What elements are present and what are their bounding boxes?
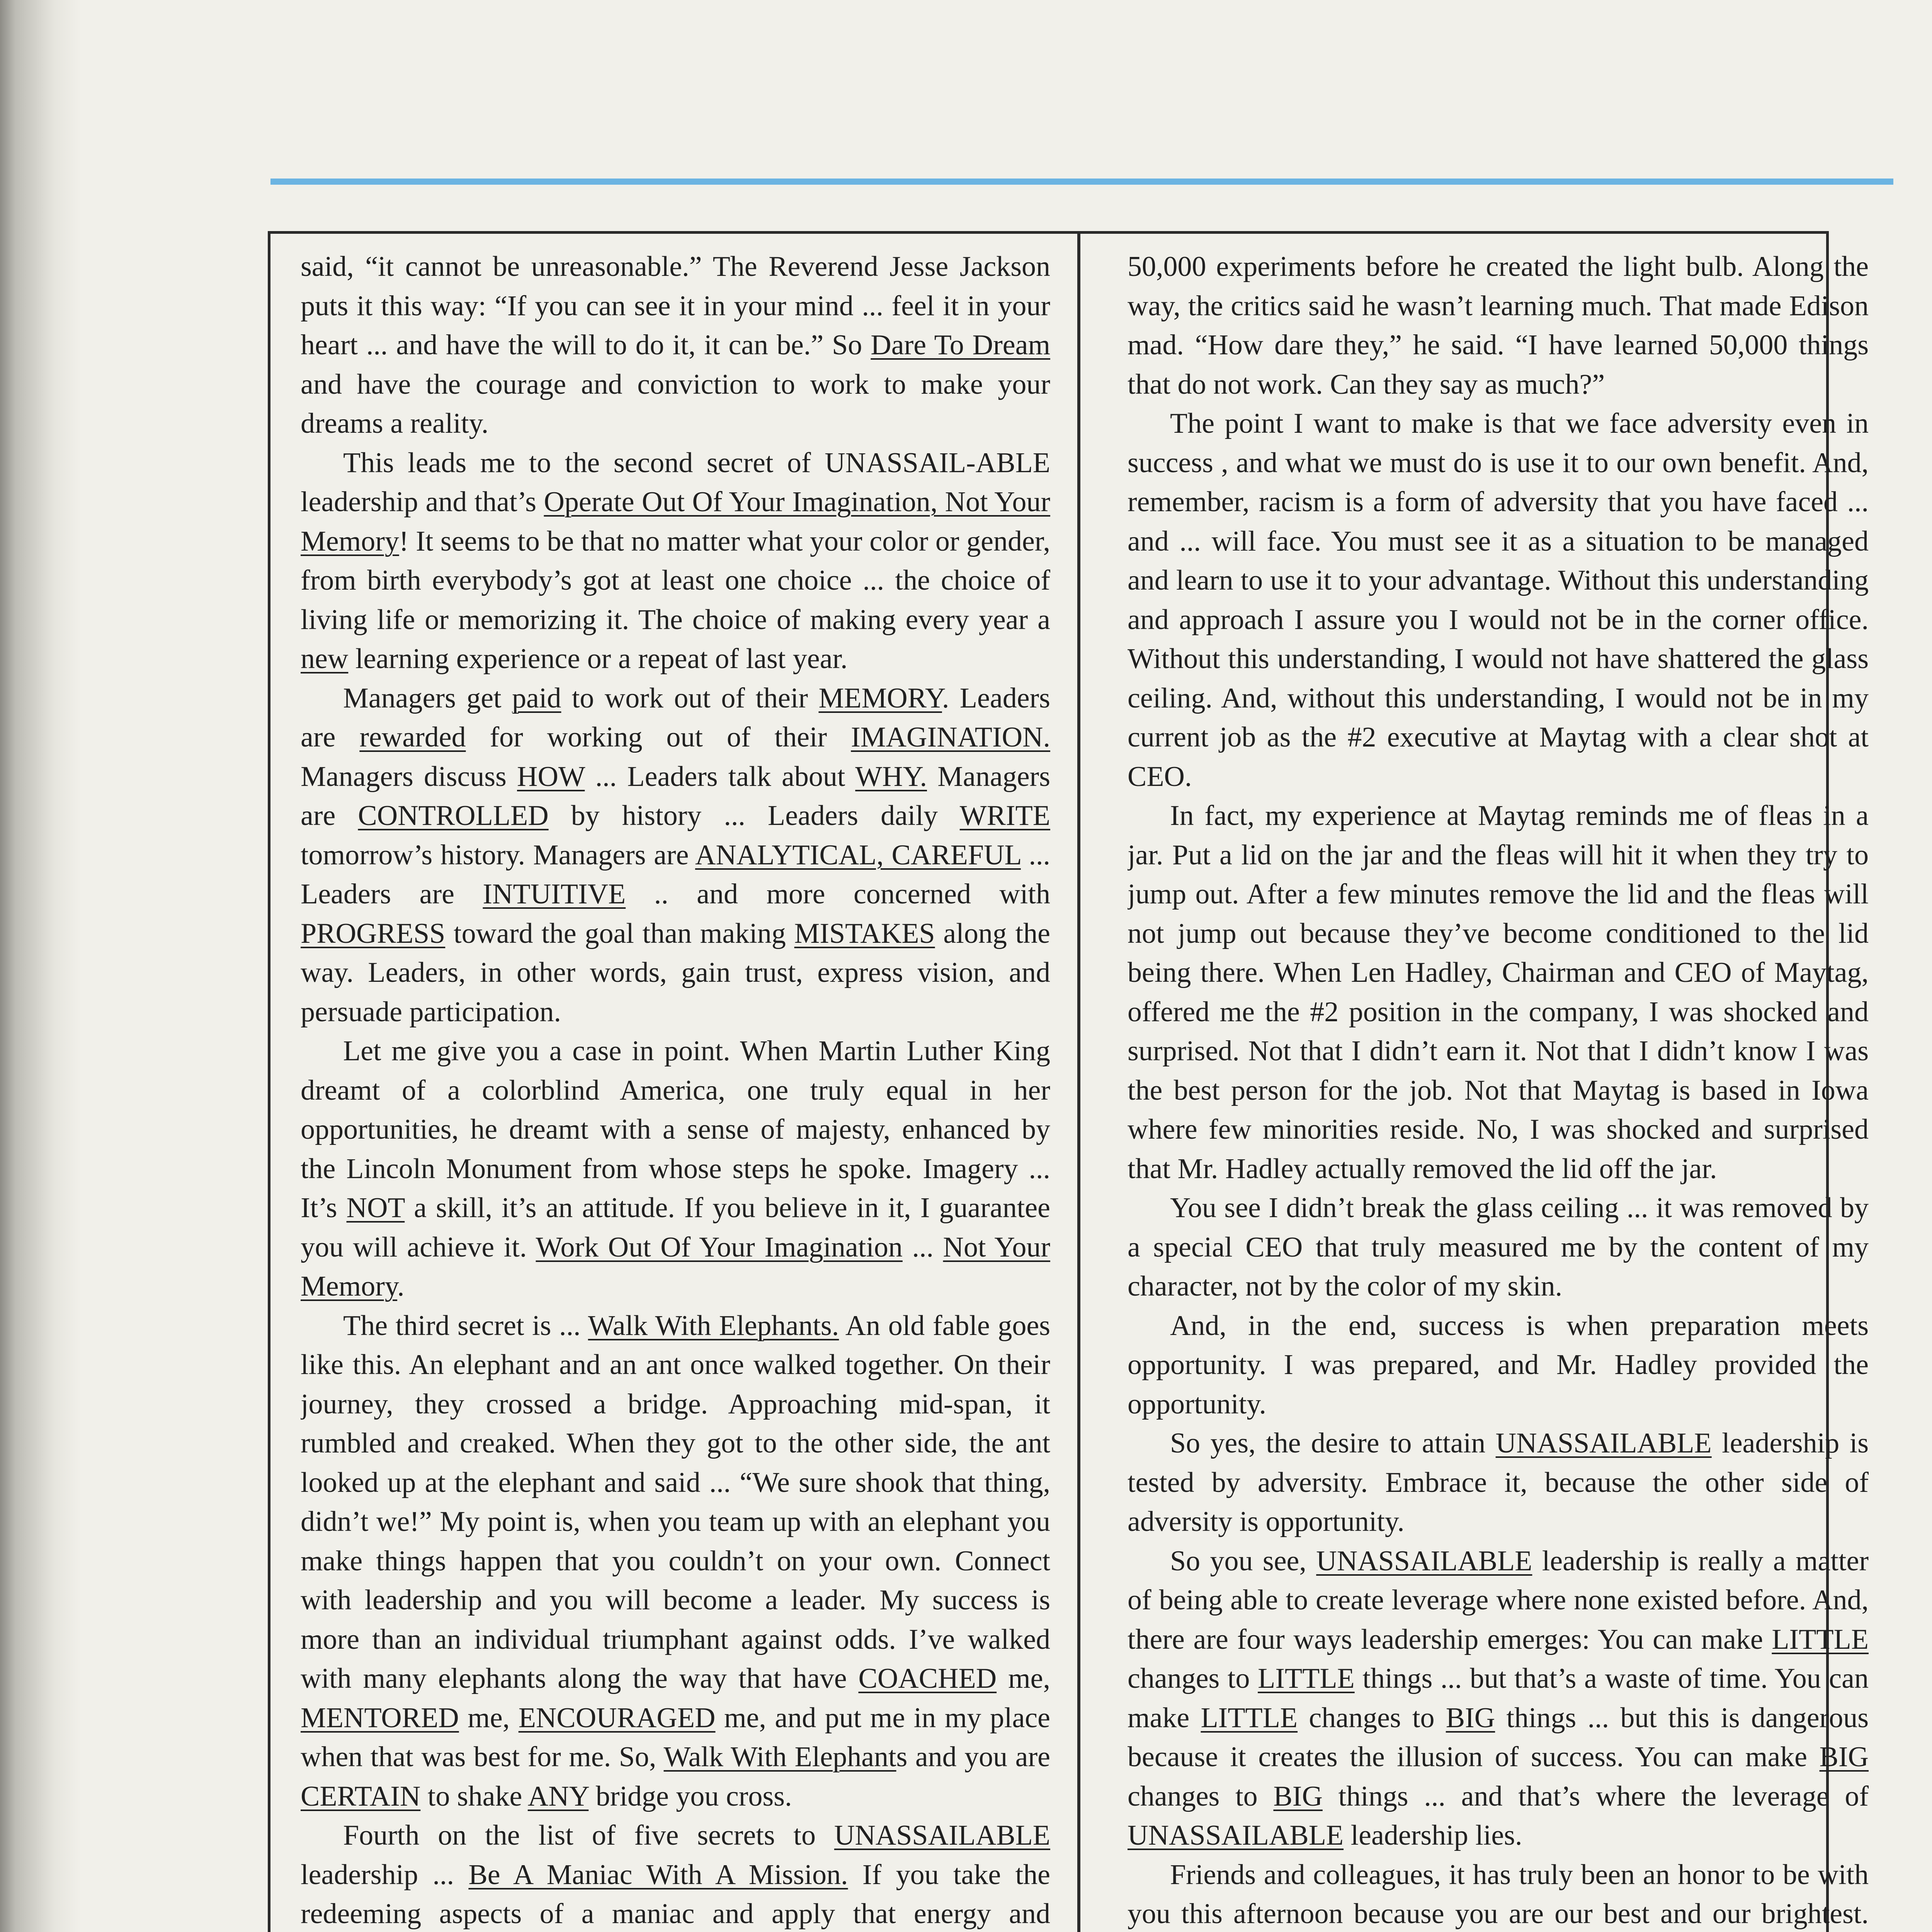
underlined-text: CONTROLLED xyxy=(358,800,549,832)
text-run: learning experience or a repeat of last year. xyxy=(348,643,848,675)
underlined-text: ANY xyxy=(527,1780,589,1812)
paragraph xyxy=(1128,1306,1869,1424)
underlined-text: LITTLE xyxy=(1772,1623,1869,1655)
top-rule xyxy=(270,179,1893,185)
underlined-text: paid xyxy=(512,682,561,714)
text-run: changes to xyxy=(1128,1780,1274,1812)
text-run: So you see, xyxy=(1170,1545,1316,1577)
underlined-text: Work Out Of Your Imagination xyxy=(536,1231,903,1263)
underlined-text: NOT xyxy=(346,1192,405,1224)
underlined-text: COACHED xyxy=(858,1663,997,1694)
text-run: tomorrow’s history. Managers are xyxy=(301,839,695,871)
text-run: to work out of their xyxy=(561,682,819,714)
underlined-text: UNASSAILABLE xyxy=(1128,1820,1344,1851)
underlined-text: IMAGINATION. xyxy=(851,721,1050,753)
text-run: An old fable goes like this. An elephant and an ant once walked together. On their journey, they crossed a bridge. Approaching mid-span, it rumbled and creaked. When they got to the other side, the ant looked up at the elephant and said ... “We sure shook that thing, didn’t we!” My point is, when you team up with an elephant you make things happen that you couldn’t on your own. Connect with leadership and you will become a leader. My success is more than an individual triumphant against odds. I’ve walked with many elephants along the way that have xyxy=(301,1310,1050,1694)
binding-shadow xyxy=(0,0,81,1932)
underlined-text: MEMORY xyxy=(818,682,942,714)
text-run: .. and more concerned with xyxy=(626,878,1050,910)
underlined-text: new xyxy=(301,643,349,675)
underlined-text: UNASSAILABLE xyxy=(1495,1427,1712,1459)
text-run: leadership ... xyxy=(301,1859,469,1891)
text-run: Managers get xyxy=(343,682,512,714)
column-divider xyxy=(1077,231,1080,1932)
text-run: a skill, it’s an attitude. If you believe in it, I guarantee you will achieve it. xyxy=(301,1192,1050,1263)
paragraph xyxy=(1128,404,1869,796)
underlined-text: INTUITIVE xyxy=(483,878,626,910)
underlined-text: PROGRESS xyxy=(301,917,446,949)
text-run: and have the courage and conviction to work to make your dreams a reality. xyxy=(301,368,1050,439)
paragraph xyxy=(301,679,1050,1032)
underlined-text: BIG xyxy=(1446,1702,1495,1734)
underlined-text: LITTLE xyxy=(1201,1702,1298,1734)
left-column xyxy=(301,247,1050,1932)
underlined-text: UNASSAILABLE xyxy=(834,1820,1050,1851)
text-run: leadership is tested by adversity. Embrace it, because the other side of adversity is opportunity. xyxy=(1128,1427,1869,1537)
underlined-text: Operate Out Of Your Imagination, Not Your Memory xyxy=(301,486,1050,557)
text-run: me, xyxy=(997,1663,1050,1694)
text-run: bridge you cross. xyxy=(588,1780,792,1812)
underlined-text: UNASSAILABLE xyxy=(1316,1545,1532,1577)
paragraph xyxy=(1128,1855,1869,1932)
right-column xyxy=(1128,247,1869,1932)
text-run: ... Leaders talk about xyxy=(585,760,855,793)
text-run: leadership is really a matter of being able to create leverage where none existed before. And, there are four ways leadership emerges: You can make xyxy=(1128,1545,1869,1655)
text-run: s and you are xyxy=(896,1741,1050,1773)
text-run: me, xyxy=(459,1702,519,1734)
text-run: ... Leaders are xyxy=(301,839,1050,910)
text-run: changes to xyxy=(1128,1663,1258,1694)
text-run: This leads me to the second secret of UNASSAIL-ABLE leadership and that’s xyxy=(301,447,1050,518)
text-run: And, in the end, success is when preparation meets opportunity. I was prepared, and Mr. Hadley provided the opportunity. xyxy=(1128,1310,1869,1420)
underlined-text: CERTAIN xyxy=(301,1780,421,1812)
underlined-text: Not Your Memory xyxy=(301,1231,1050,1302)
underlined-text: MENTORED xyxy=(301,1702,459,1734)
underlined-text: Walk With Elephant xyxy=(663,1741,896,1773)
underlined-text: WRITE xyxy=(959,800,1050,832)
paragraph xyxy=(301,1816,1050,1932)
underlined-text: rewarded xyxy=(359,721,466,753)
text-run: leadership lies. xyxy=(1344,1820,1522,1851)
text-run: The third secret is ... xyxy=(343,1310,588,1342)
underlined-text: LITTLE xyxy=(1258,1663,1355,1694)
text-run: The point I want to make is that we face adversity even in success , and what we must do is use it to our own benefit. And, remember, racism is a form of adversity that you have faced ... and ... will face. You must see it as a situation to be managed and learn to use it to your advantage. Without this understanding and approach I assure you I would not be in the corner office. Without this understanding, I would not have shattered the glass ceiling. And, without this understanding, I would not be in my current job as the #2 executive at Maytag with a clear shot at CEO. xyxy=(1128,408,1869,793)
text-run: In fact, my experience at Maytag reminds me of fleas in a jar. Put a lid on the jar and the fleas will hit it when they try to jump out. After a few minutes remove the lid and the fleas will not jump out because they’ve become conditioned to the lid being there. When Len Hadley, Chairman and CEO of Maytag, offered me the #2 position in the company, I was shocked and surprised. Not that I didn’t earn it. Not that I didn’t know I was the best person for the job. Not that Maytag is based in Iowa where few minorities reside. No, I was shocked and surprised that Mr. Hadley actually removed the lid off the jar. xyxy=(1128,800,1869,1185)
underlined-text: WHY. xyxy=(855,760,927,793)
text-run: Managers are xyxy=(301,760,1050,832)
text-run: Managers discuss xyxy=(301,760,517,793)
paragraph xyxy=(301,444,1050,679)
paragraph xyxy=(301,247,1050,444)
text-run: You see I didn’t break the glass ceiling ... it was removed by a special CEO that truly measured me by the content of my character, not by the color of my skin. xyxy=(1128,1192,1869,1302)
underlined-text: ANALYTICAL, CAREFUL xyxy=(695,839,1021,871)
text-run: by history ... Leaders daily xyxy=(548,800,960,832)
underlined-text: BIG xyxy=(1819,1741,1869,1773)
text-run: ! It seems to be that no matter what your color or gender, from birth everybody’s got at least one choice ... the choice of living life or memorizing it. The choice of making every year a xyxy=(301,525,1050,636)
text-run: toward the goal than making xyxy=(445,917,794,949)
underlined-text: Dare To Dream xyxy=(871,329,1050,361)
text-run: to shake xyxy=(420,1780,528,1812)
underlined-text: BIG xyxy=(1273,1780,1323,1812)
text-run: 50,000 experiments before he created the light bulb. Along the way, the critics said he wasn’t learning much. That made Edison mad. “How dare they,” he said. “I have learned 50,000 things that do not work. Can they say as much?” xyxy=(1128,251,1869,400)
paragraph xyxy=(1128,1542,1869,1855)
underlined-text: MISTAKES xyxy=(794,917,935,949)
text-run: . Leaders are xyxy=(301,682,1050,753)
paragraph xyxy=(301,1306,1050,1816)
underlined-text: Walk With Elephants. xyxy=(588,1310,839,1342)
text-run: things ... but this is dangerous because it creates the illusion of success. You can make xyxy=(1128,1702,1869,1773)
text-run: Fourth on the list of five secrets to xyxy=(343,1820,834,1851)
text-run: If you take the redeeming aspects of a maniac and apply that energy and xyxy=(301,1859,1050,1930)
paragraph xyxy=(301,1032,1050,1306)
paragraph xyxy=(1128,796,1869,1189)
underlined-text: HOW xyxy=(517,760,585,793)
text-run: ... xyxy=(902,1231,943,1263)
text-run: for working out of their xyxy=(466,721,851,753)
underlined-text: ENCOURAGED xyxy=(518,1702,716,1734)
text-run: things ... and that’s where the leverage of xyxy=(1322,1780,1869,1812)
underlined-text: Be A Maniac With A Mission. xyxy=(468,1859,848,1891)
text-run: . xyxy=(397,1270,405,1302)
text-run: changes to xyxy=(1298,1702,1446,1734)
text-run: me, and put me in my place when that was best for me. So, xyxy=(301,1702,1050,1773)
text-run: So yes, the desire to attain xyxy=(1170,1427,1496,1459)
text-run: along the way. Leaders, in other words, gain trust, express vision, and persuade participation. xyxy=(301,917,1050,1028)
text-run: Let me give you a case in point. When Martin Luther King dreamt of a colorblind America, one truly equal in her opportunities, he dreamt with a sense of majesty, enhanced by the Lincoln Monument from whose steps he spoke. Imagery ... It’s xyxy=(301,1035,1050,1224)
text-run: Friends and colleagues, it has truly been an honor to be with you this afternoon because you are our best and our brightest. xyxy=(1128,1859,1869,1930)
paragraph xyxy=(1128,1424,1869,1542)
text-run: things ... but that’s a waste of time. You can make xyxy=(1128,1663,1869,1734)
paragraph xyxy=(1128,247,1869,404)
paragraph xyxy=(1128,1189,1869,1306)
text-run: said, “it cannot be unreasonable.” The Reverend Jesse Jackson puts it this way: “If you can see it in your mind ... feel it in your heart ... and have the will to do it, it can be.” So xyxy=(301,251,1050,361)
